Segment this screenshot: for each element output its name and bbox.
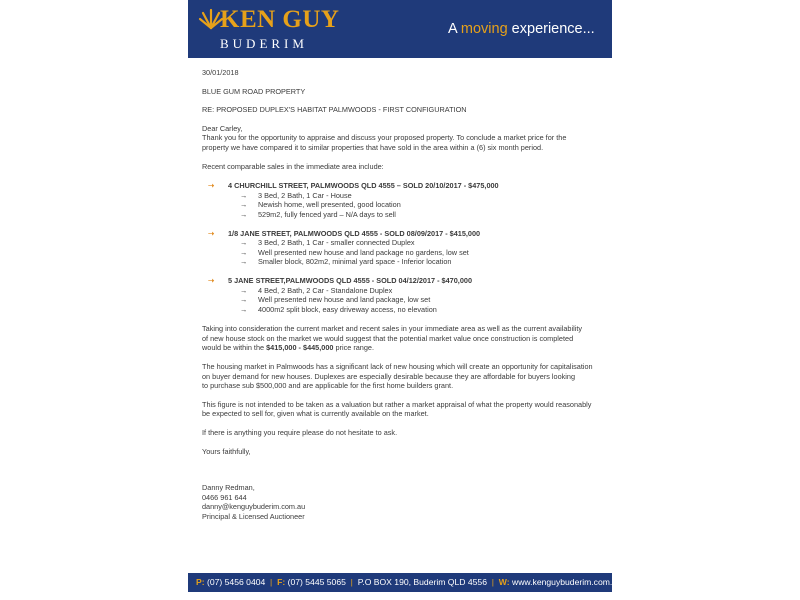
letter-body (202, 62, 604, 522)
contact-footer (188, 573, 622, 592)
footer-phone: (07) 5456 0404 (206, 577, 266, 587)
sale-detail (202, 191, 604, 201)
letter-date: 30/01/2018 (202, 68, 239, 77)
sale-detail (202, 257, 604, 267)
sale-detail-text: 529m2, fully fenced yard – N/A days to sell (258, 209, 396, 219)
tagline-highlight: moving (460, 21, 508, 37)
sender-name: Danny Redman, (202, 483, 255, 493)
sale-detail (202, 238, 604, 248)
letterhead-banner (188, 0, 612, 58)
fax-key: F: (277, 577, 286, 587)
sale-heading-text: 1/8 JANE STREET, PALMWOODS QLD 4555 - SOLD 08/09/2017 - $415,000 (228, 228, 481, 238)
sale-detail (202, 210, 604, 220)
web-key: W: (498, 577, 510, 587)
disclaimer-paragraph (202, 400, 604, 419)
sale-detail-text: 4000m2 split block, easy driveway access, no elevation (258, 304, 437, 314)
company-logo (198, 4, 340, 54)
phone-key: P: (196, 577, 205, 587)
subject-line: RE: PROPOSED DUPLEX'S HABITAT PALMWOODS - FIRST CONFIGURATION (202, 105, 467, 115)
sales-intro: Recent comparable sales in the immediate area include: (202, 161, 384, 171)
sale-detail (202, 248, 604, 258)
sale-detail-text: 4 Bed, 2 Bath, 2 Car - Standalone Duplex (258, 285, 393, 295)
comparable-sale (202, 276, 604, 314)
arrow-right-icon: → (240, 190, 248, 200)
footer-website[interactable]: www.kenguybuderim.com.au (512, 577, 622, 587)
arrow-right-icon: ➝ (208, 228, 215, 238)
sale-heading-text: 4 CHURCHILL STREET, PALMWOODS QLD 4555 – SOLD 20/10/2017 - $475,000 (228, 181, 499, 191)
logo-wordmark: KEN GUY (220, 6, 340, 33)
housing-market-paragraph (202, 362, 604, 391)
intro-line: property we have compared it to similar properties that have sold in the area within a (6) six month period. (202, 142, 544, 152)
logo-subtitle: BUDERIM (220, 36, 308, 51)
intro-line: Thank you for the opportunity to appraise and discuss your proposed property. To conclude a market price for the (202, 133, 567, 143)
paragraph-line: This figure is not intended to be taken as a valuation but rather a market appraisal of what the property would reasonably (202, 399, 592, 409)
arrow-right-icon: → (240, 209, 248, 219)
footer-separator: | (489, 577, 497, 587)
sale-heading (202, 276, 604, 286)
paragraph-line: be expected to sell for, given what is currently available on the market. (202, 409, 429, 419)
price-range-tail: price range. (333, 343, 375, 353)
footer-fax: (07) 5445 5065 (287, 577, 346, 587)
arrow-right-icon: → (240, 200, 248, 210)
sender-title: Principal & Licensed Auctioneer (202, 512, 305, 521)
price-range-line (202, 343, 604, 353)
footer-separator: | (267, 577, 275, 587)
sale-detail-text: Well presented new house and land package no gardens, low set (258, 247, 469, 257)
market-consideration-paragraph (202, 324, 604, 353)
letter-page (188, 0, 622, 600)
paragraph-line: The housing market in Palmwoods has a significant lack of new housing which will create an opportunity for capitalisation (202, 362, 593, 372)
footer-separator: | (348, 577, 356, 587)
sale-detail-text: 3 Bed, 2 Bath, 1 Car - House (258, 190, 352, 200)
sale-detail-text: Newish home, well presented, good location (258, 200, 401, 210)
arrow-right-icon: → (240, 295, 248, 305)
paragraph-line: Taking into consideration the current market and recent sales in your immediate area as well as the current availability (202, 324, 583, 334)
sale-detail (202, 305, 604, 315)
sale-detail (202, 200, 604, 210)
signature-block (202, 483, 604, 521)
arrow-right-icon: → (240, 285, 248, 295)
arrow-right-icon: → (240, 257, 248, 267)
tagline-start: A (448, 21, 461, 37)
comparable-sale (202, 229, 604, 267)
sign-off: Yours faithfully, (202, 446, 251, 456)
salutation: Dear Carley, (202, 123, 243, 133)
closing-note: If there is anything you require please do not hesitate to ask. (202, 428, 398, 438)
sale-detail-text: Smaller block, 802m2, minimal yard space - Inferior location (258, 257, 452, 267)
sale-heading (202, 229, 604, 239)
arrow-right-icon: → (240, 304, 248, 314)
paragraph-line: to purchase sub $500,000 and are applicable for the first home builders grant. (202, 381, 454, 391)
comparable-sale (202, 181, 604, 219)
arrow-right-icon: → (240, 238, 248, 248)
sender-email[interactable]: danny@kenguybuderim.com.au (202, 502, 306, 512)
sale-detail (202, 295, 604, 305)
price-range-value: $415,000 - $445,000 (266, 343, 334, 353)
arrow-right-icon: ➝ (208, 275, 215, 285)
paragraph-line: of new house stock on the market we would suggest that the potential market value once construction is completed (202, 333, 574, 343)
sale-detail-text: 3 Bed, 2 Bath, 1 Car - smaller connected Duplex (258, 238, 415, 248)
arrow-right-icon: → (240, 247, 248, 257)
price-range-lead: would be within the (202, 343, 267, 353)
paragraph-line: on buyer demand for new houses. Duplexes are especially desirable because they are affordable for buyers looking (202, 371, 576, 381)
sale-detail (202, 286, 604, 296)
tagline-end: experience... (507, 21, 595, 37)
sale-detail-text: Well presented new house and land package, low set (258, 295, 431, 305)
sale-heading (202, 181, 604, 191)
property-title: BLUE GUM ROAD PROPERTY (202, 86, 306, 96)
sale-heading-text: 5 JANE STREET,PALMWOODS QLD 4555 - SOLD 04/12/2017 - $470,000 (228, 275, 472, 285)
tagline (448, 21, 595, 37)
sender-phone: 0466 961 644 (202, 492, 247, 502)
footer-address: P.O BOX 190, Buderim QLD 4556 (357, 577, 487, 587)
arrow-right-icon: ➝ (208, 181, 215, 191)
